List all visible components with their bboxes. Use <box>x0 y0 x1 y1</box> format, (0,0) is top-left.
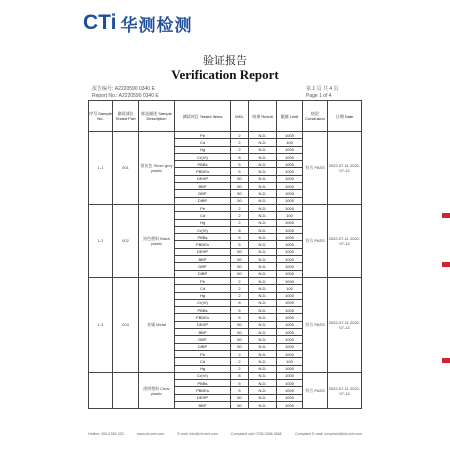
limit-cell: 1000 <box>277 307 303 314</box>
test-item-cell: Cd <box>175 212 231 219</box>
logo-mark: CTi <box>83 11 117 34</box>
result-cell: N.D. <box>249 394 277 401</box>
result-cell: N.D. <box>249 204 277 211</box>
mdl-cell: 5 <box>231 380 249 387</box>
date-cell: 2022-07-11 2022-07-13 <box>328 132 362 205</box>
limit-cell: 1000 <box>277 270 303 277</box>
table-row <box>89 372 362 379</box>
tested-part-cell: 003 <box>113 277 139 372</box>
sample-number-cell: 1-3 <box>89 277 113 372</box>
test-item-cell: Cd <box>175 139 231 146</box>
test-item-cell: DEHP <box>175 394 231 401</box>
column-header: 序号 Sample No. <box>89 101 113 132</box>
report-title-cn: 验证报告 <box>203 54 247 67</box>
mdl-cell: 2 <box>231 219 249 226</box>
page-number-cn: 第 1 页 共 4 页 <box>306 86 339 92</box>
mdl-cell: 2 <box>231 139 249 146</box>
mdl-cell: 2 <box>231 358 249 365</box>
limit-cell: 1000 <box>277 183 303 190</box>
result-cell: N.D. <box>249 132 277 139</box>
result-cell: N.D. <box>249 256 277 263</box>
table-row <box>89 132 362 139</box>
sample-number-cell <box>89 372 113 408</box>
sample-number-cell: 1-1 <box>89 132 113 205</box>
mdl-cell: 2 <box>231 277 249 284</box>
column-header: 测试项目 Tested Items <box>175 101 231 132</box>
limit-cell: 1000 <box>277 234 303 241</box>
limit-cell: 1000 <box>277 197 303 204</box>
mdl-cell: 2 <box>231 350 249 357</box>
result-cell: N.D. <box>249 307 277 314</box>
result-cell: N.D. <box>249 336 277 343</box>
test-item-cell: Pb <box>175 350 231 357</box>
test-item-cell: Hg <box>175 219 231 226</box>
test-item-cell: BBP <box>175 183 231 190</box>
result-cell: N.D. <box>249 277 277 284</box>
sample-description-cell: 金属 Metal <box>139 277 175 372</box>
mdl-cell: 8 <box>231 299 249 306</box>
result-cell: N.D. <box>249 263 277 270</box>
result-cell: N.D. <box>249 350 277 357</box>
result-cell: N.D. <box>249 365 277 372</box>
limit-cell: 1000 <box>277 314 303 321</box>
test-item-cell: PBBs <box>175 234 231 241</box>
table-header-row <box>89 101 362 132</box>
page-number-block <box>306 86 339 100</box>
test-item-cell: Cr(VI) <box>175 299 231 306</box>
result-cell: N.D. <box>249 212 277 219</box>
mdl-cell: 50 <box>231 183 249 190</box>
test-item-cell: Cr(VI) <box>175 372 231 379</box>
test-item-cell: DEHP <box>175 248 231 255</box>
test-item-cell: DEHP <box>175 321 231 328</box>
test-item-cell: PBBs <box>175 380 231 387</box>
limit-cell: 1000 <box>277 248 303 255</box>
result-cell: N.D. <box>249 190 277 197</box>
column-header: MDL <box>231 101 249 132</box>
date-cell: 2022-07-11 2022-07-13 <box>328 372 362 408</box>
report-title-en: Verification Report <box>171 67 279 82</box>
limit-cell: 1000 <box>277 343 303 350</box>
test-item-cell: Cd <box>175 358 231 365</box>
result-cell: N.D. <box>249 219 277 226</box>
mdl-cell: 50 <box>231 256 249 263</box>
side-edge-mark <box>442 213 450 218</box>
limit-cell: 1000 <box>277 146 303 153</box>
report-number-cn: 报告编号: A2220590 0340 E <box>92 86 155 92</box>
mdl-cell: 5 <box>231 168 249 175</box>
sample-description-cell: 银灰色 Silver-grey plastic <box>139 132 175 205</box>
limit-cell: 1000 <box>277 277 303 284</box>
test-item-cell: Cr(VI) <box>175 226 231 233</box>
logo-company-name: 华测检测 <box>120 15 193 36</box>
limit-cell: 1000 <box>277 292 303 299</box>
result-cell: N.D. <box>249 197 277 204</box>
limit-cell: 1000 <box>277 299 303 306</box>
test-item-cell: Pb <box>175 132 231 139</box>
test-item-cell: Cd <box>175 285 231 292</box>
test-item-cell: DEHP <box>175 175 231 182</box>
limit-cell: 1000 <box>277 204 303 211</box>
mdl-cell: 5 <box>231 387 249 394</box>
mdl-cell: 50 <box>231 197 249 204</box>
result-cell: N.D. <box>249 292 277 299</box>
result-cell: N.D. <box>249 358 277 365</box>
mdl-cell: 2 <box>231 365 249 372</box>
limit-cell: 1000 <box>277 226 303 233</box>
column-header: 结论 Conclusion <box>303 101 328 132</box>
result-cell: N.D. <box>249 168 277 175</box>
mdl-cell: 50 <box>231 394 249 401</box>
mdl-cell: 50 <box>231 190 249 197</box>
result-cell: N.D. <box>249 139 277 146</box>
result-cell: N.D. <box>249 153 277 160</box>
column-header: 日期 Date <box>328 101 362 132</box>
test-item-cell: DBP <box>175 263 231 270</box>
footer-complaint-email: Complaint E-mail: complaint@cti-cert.com <box>295 432 362 436</box>
mdl-cell: 2 <box>231 146 249 153</box>
test-item-cell: DIBP <box>175 197 231 204</box>
mdl-cell: 2 <box>231 132 249 139</box>
mdl-cell: 5 <box>231 314 249 321</box>
limit-cell: 1000 <box>277 350 303 357</box>
limit-cell: 100 <box>277 212 303 219</box>
result-cell: N.D. <box>249 183 277 190</box>
limit-cell: 1000 <box>277 161 303 168</box>
mdl-cell: 5 <box>231 307 249 314</box>
mdl-cell: 50 <box>231 336 249 343</box>
result-cell: N.D. <box>249 226 277 233</box>
mdl-cell: 50 <box>231 175 249 182</box>
mdl-cell: 50 <box>231 329 249 336</box>
test-item-cell: DBP <box>175 336 231 343</box>
mdl-cell: 50 <box>231 401 249 408</box>
limit-cell: 1000 <box>277 365 303 372</box>
tested-part-cell: 001 <box>113 132 139 205</box>
result-cell: N.D. <box>249 314 277 321</box>
limit-cell: 1000 <box>277 190 303 197</box>
table-row <box>89 204 362 211</box>
result-cell: N.D. <box>249 299 277 306</box>
sample-description-cell: 黑色塑料 Black plastic <box>139 204 175 277</box>
tested-part-cell: 002 <box>113 204 139 277</box>
sample-number-cell: 1-2 <box>89 204 113 277</box>
result-cell: N.D. <box>249 387 277 394</box>
test-item-cell: PBDEs <box>175 241 231 248</box>
mdl-cell: 8 <box>231 226 249 233</box>
limit-cell: 1000 <box>277 336 303 343</box>
test-item-cell: DBP <box>175 190 231 197</box>
test-item-cell: BBP <box>175 329 231 336</box>
limit-cell: 1000 <box>277 329 303 336</box>
test-item-cell: Hg <box>175 146 231 153</box>
result-cell: N.D. <box>249 270 277 277</box>
report-number-block <box>92 86 159 100</box>
mdl-cell: 2 <box>231 212 249 219</box>
limit-cell: 1000 <box>277 394 303 401</box>
test-item-cell: PBBs <box>175 161 231 168</box>
sample-description-cell: 透明塑料 Clear plastic <box>139 372 175 408</box>
conclusion-cell: 符合 PASS <box>303 277 328 372</box>
limit-cell: 1000 <box>277 132 303 139</box>
limit-cell: 1000 <box>277 256 303 263</box>
mdl-cell: 50 <box>231 343 249 350</box>
limit-cell: 1000 <box>277 219 303 226</box>
result-cell: N.D. <box>249 372 277 379</box>
limit-cell: 1000 <box>277 153 303 160</box>
test-item-cell: PBBs <box>175 307 231 314</box>
test-item-cell: Cr(VI) <box>175 153 231 160</box>
results-table <box>88 100 362 409</box>
conclusion-cell: 符合 PASS <box>303 204 328 277</box>
limit-cell: 1000 <box>277 401 303 408</box>
page-number-en: Page 1 of 4 <box>306 93 332 99</box>
column-header: 结果 Result <box>249 101 277 132</box>
limit-cell: 1000 <box>277 241 303 248</box>
page-footer <box>88 432 362 436</box>
result-cell: N.D. <box>249 321 277 328</box>
company-logo <box>83 11 192 35</box>
mdl-cell: 5 <box>231 241 249 248</box>
test-item-cell: DIBP <box>175 343 231 350</box>
limit-cell: 1000 <box>277 175 303 182</box>
result-cell: N.D. <box>249 329 277 336</box>
result-cell: N.D. <box>249 146 277 153</box>
column-header: 测试部位 Tested Part <box>113 101 139 132</box>
test-item-cell: PBDEs <box>175 387 231 394</box>
mdl-cell: 2 <box>231 292 249 299</box>
mdl-cell: 50 <box>231 248 249 255</box>
footer-hotline: Hotline: 400-6788-333 <box>88 432 124 436</box>
footer-complaint-call: Complaint call: 0755-3368 3666 <box>230 432 282 436</box>
test-item-cell: Hg <box>175 365 231 372</box>
result-cell: N.D. <box>249 248 277 255</box>
mdl-cell: 50 <box>231 263 249 270</box>
conclusion-cell: 符合 PASS <box>303 132 328 205</box>
mdl-cell: 5 <box>231 234 249 241</box>
limit-cell: 1000 <box>277 387 303 394</box>
mdl-cell: 5 <box>231 161 249 168</box>
side-edge-mark <box>442 262 450 267</box>
mdl-cell: 8 <box>231 153 249 160</box>
mdl-cell: 2 <box>231 204 249 211</box>
test-item-cell: DIBP <box>175 270 231 277</box>
test-item-cell: PBDEs <box>175 314 231 321</box>
date-cell: 2022-07-11 2022-07-13 <box>328 204 362 277</box>
limit-cell: 100 <box>277 285 303 292</box>
result-cell: N.D. <box>249 175 277 182</box>
limit-cell: 1000 <box>277 380 303 387</box>
test-item-cell: BBP <box>175 256 231 263</box>
limit-cell: 1000 <box>277 263 303 270</box>
report-number-en: Report No.: A2220590 0340 E <box>92 93 159 99</box>
limit-cell: 100 <box>277 358 303 365</box>
conclusion-cell: 符合 PASS <box>303 372 328 408</box>
result-cell: N.D. <box>249 380 277 387</box>
result-cell: N.D. <box>249 161 277 168</box>
test-item-cell: PBDEs <box>175 168 231 175</box>
mdl-cell: 50 <box>231 270 249 277</box>
date-cell: 2022-07-11 2022-07-13 <box>328 277 362 372</box>
result-cell: N.D. <box>249 234 277 241</box>
result-cell: N.D. <box>249 241 277 248</box>
side-edge-mark <box>442 358 450 363</box>
footer-website: www.cti-cert.com <box>136 432 165 436</box>
table-row <box>89 277 362 284</box>
column-header: 限值 Limit <box>277 101 303 132</box>
test-item-cell: Pb <box>175 277 231 284</box>
tested-part-cell <box>113 372 139 408</box>
test-item-cell: Pb <box>175 204 231 211</box>
column-header: 样品描述 Sample Description <box>139 101 175 132</box>
mdl-cell: 50 <box>231 321 249 328</box>
mdl-cell: 2 <box>231 285 249 292</box>
test-item-cell: Hg <box>175 292 231 299</box>
limit-cell: 1000 <box>277 321 303 328</box>
test-item-cell: BBP <box>175 401 231 408</box>
footer-email: E-mail: info@cti-cert.com <box>177 432 218 436</box>
result-cell: N.D. <box>249 343 277 350</box>
result-cell: N.D. <box>249 401 277 408</box>
mdl-cell: 8 <box>231 372 249 379</box>
limit-cell: 1000 <box>277 372 303 379</box>
limit-cell: 100 <box>277 139 303 146</box>
limit-cell: 1000 <box>277 168 303 175</box>
result-cell: N.D. <box>249 285 277 292</box>
